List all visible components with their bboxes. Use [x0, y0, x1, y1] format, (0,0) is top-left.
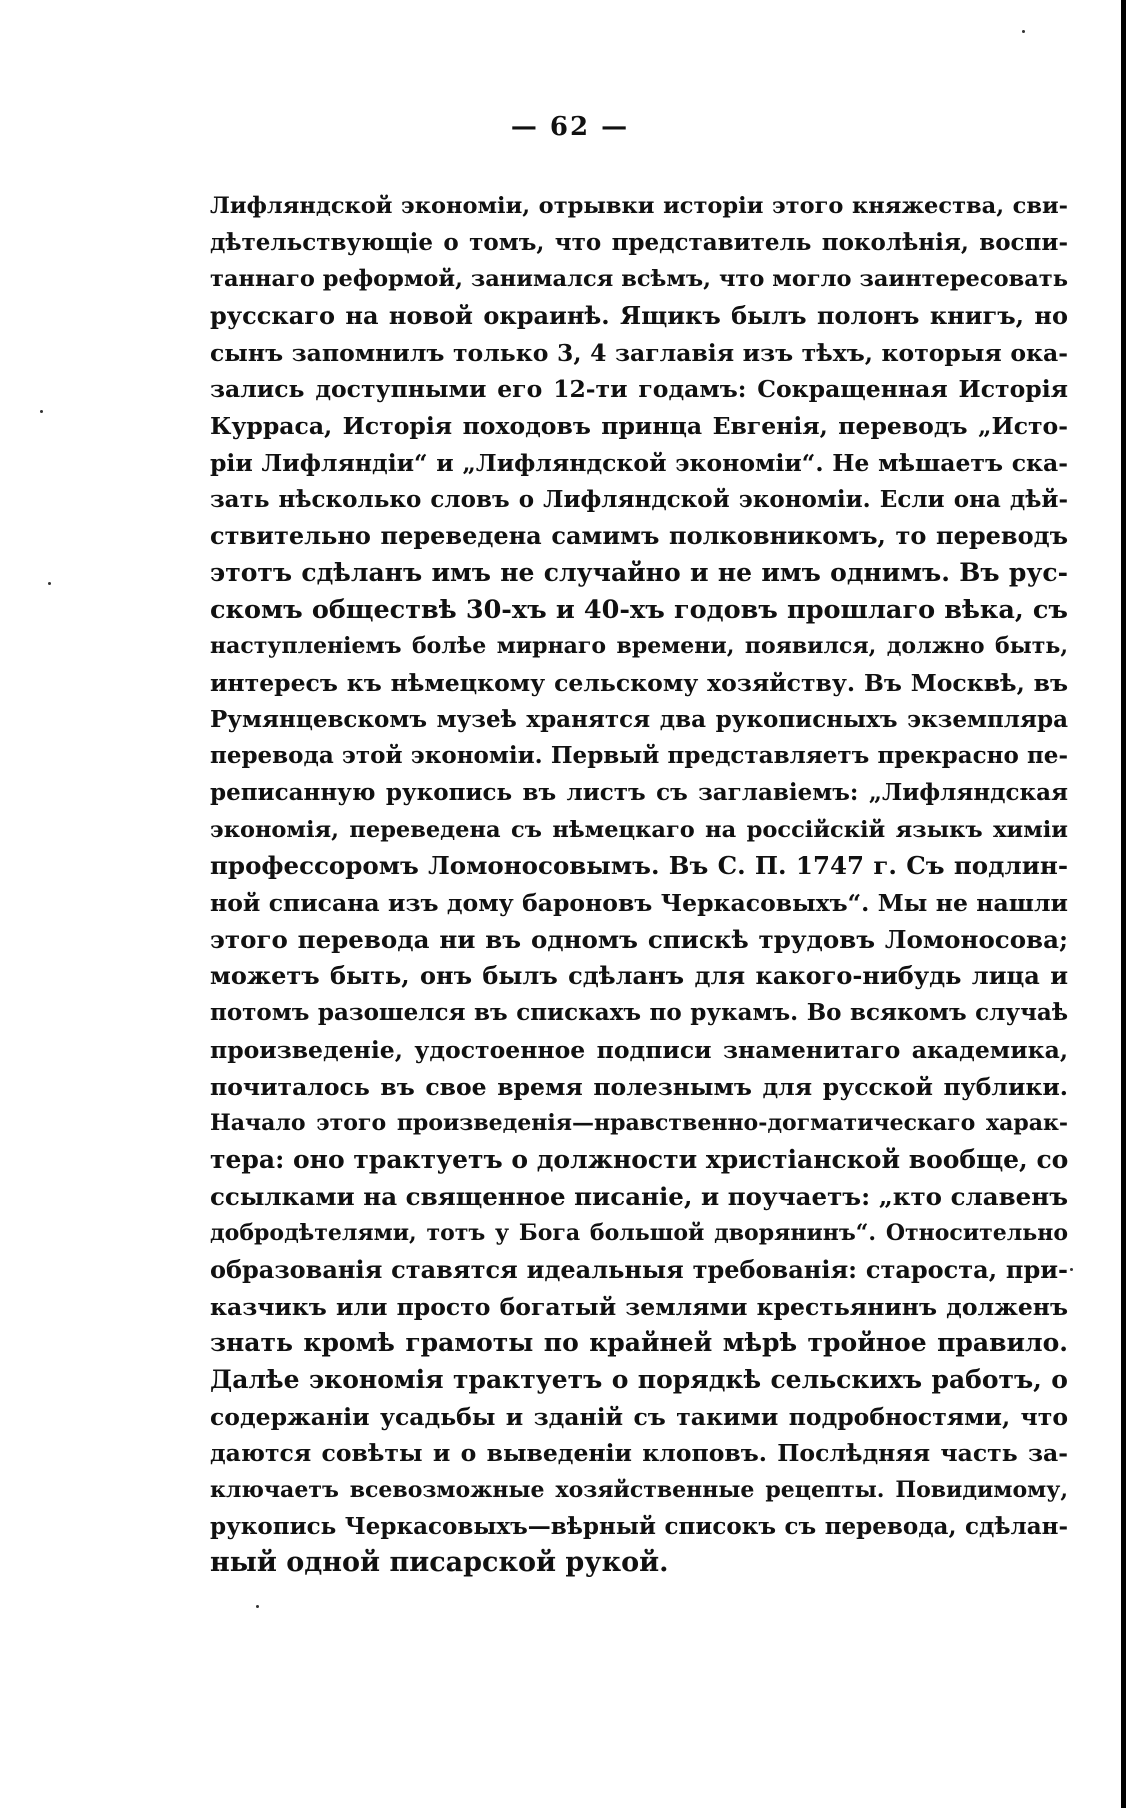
scan-speck — [256, 1605, 259, 1608]
text-line: добродѣтелями, тотъ у Бога большой дворянинъ“. Относительно — [210, 1220, 1068, 1247]
scan-speck — [40, 410, 43, 413]
text-line: ствительно переведена самимъ полковникомъ, то переводъ — [210, 521, 1068, 551]
body-text — [210, 188, 1068, 1582]
text-line: тера: оно трактуетъ о должности христіанской вообще, со — [210, 1144, 1069, 1174]
text-line: Курраса, Исторія походовъ принца Евгенія, переводъ „Исто- — [210, 412, 1068, 441]
text-line: ріи Лифляндіи“ и „Лифляндской экономіи“. Не мѣшаетъ ска- — [210, 448, 1068, 477]
text-line: Далѣе экономія трактуетъ о порядкѣ сельскихъ работъ, о — [210, 1365, 1068, 1394]
text-line: образованія ставятся идеальныя требованія: староста, при- — [210, 1254, 1068, 1284]
text-line: перевода этой экономіи. Первый представляетъ прекрасно пе- — [210, 742, 1068, 770]
page-spine-edge — [1121, 0, 1126, 1808]
text-line: экономія, переведена съ нѣмецкаго на россійскій языкъ химіи — [210, 816, 1068, 843]
text-line: зать нѣсколько словъ о Лифляндской экономіи. Если она дѣй- — [210, 485, 1068, 513]
text-line: этого перевода ни въ одномъ спискѣ трудовъ Ломоносова; — [210, 924, 1068, 954]
text-line: произведеніе, удостоенное подписи знаменитаго академика, — [210, 1035, 1068, 1064]
text-line: интересъ къ нѣмецкому сельскому хозяйству. Въ Москвѣ, въ — [210, 668, 1068, 697]
text-line: ный одной писарской рукой. — [210, 1547, 669, 1579]
text-line: таннаго реформой, занимался всѣмъ, что могло заинтересовать — [210, 266, 1068, 293]
text-line: можетъ быть, онъ былъ сдѣланъ для какого-нибудь лица и — [210, 961, 1068, 991]
text-line: профессоромъ Ломоносовымъ. Въ С. П. 1747 г. Съ подлин- — [210, 851, 1068, 881]
text-line: дѣтельствующіе о томъ, что представитель поколѣнія, воспи- — [210, 228, 1068, 256]
page-number: — 62 — — [510, 112, 630, 142]
text-line: потомъ разошелся въ спискахъ по рукамъ. Во всякомъ случаѣ — [210, 999, 1068, 1027]
text-line: казчикъ или просто богатый землями крестьянинъ долженъ — [210, 1292, 1068, 1321]
text-line: содержаніи усадьбы и зданій съ такими подробностями, что — [210, 1402, 1068, 1431]
scan-speck — [48, 582, 51, 585]
text-line: русскаго на новой окраинѣ. Ящикъ былъ полонъ книгъ, но — [210, 301, 1068, 331]
scan-speck — [1022, 30, 1025, 33]
text-line: наступленіемъ болѣе мирнаго времени, появился, должно быть, — [210, 633, 1068, 660]
scan-speck — [1070, 1268, 1073, 1271]
text-line: рукопись Черкасовыхъ—вѣрный списокъ съ перевода, сдѣлан- — [210, 1512, 1068, 1540]
text-line: ключаетъ всевозможные хозяйственные рецепты. Повидимому, — [210, 1477, 1068, 1504]
text-line: почиталось въ свое время полезнымъ для русской публики. — [210, 1072, 1068, 1101]
text-line: скомъ обществѣ 30-хъ и 40-хъ годовъ прошлаго вѣка, съ — [210, 594, 1068, 625]
text-line: даются совѣты и о выведеніи клоповъ. Послѣдняя часть за- — [210, 1439, 1068, 1468]
text-line: этотъ сдѣланъ имъ не случайно и не имъ однимъ. Въ рус- — [210, 557, 1068, 587]
text-line: сынъ запомнилъ только 3, 4 заглавія изъ тѣхъ, которыя ока- — [210, 338, 1068, 367]
text-line: зались доступными его 12-ти годамъ: Сокращенная Исторія — [210, 375, 1068, 404]
text-line: знать кромѣ грамоты по крайней мѣрѣ тройное правило. — [210, 1328, 1068, 1358]
text-line: Начало этого произведенія—нравственно-догматическаго харак- — [210, 1110, 1068, 1137]
text-line: ссылками на священное писаніе, и поучаетъ: „кто славенъ — [210, 1181, 1068, 1211]
text-line: Лифляндской экономіи, отрывки исторіи этого княжества, сви- — [210, 193, 1068, 219]
text-line: реписанную рукопись въ листъ съ заглавіемъ: „Лифляндская — [210, 779, 1068, 806]
text-line: Румянцевскомъ музеѣ хранятся два рукописныхъ экземпляра — [210, 705, 1068, 733]
text-line: ной списана изъ дому бароновъ Черкасовыхъ“. Мы не нашли — [210, 889, 1068, 918]
